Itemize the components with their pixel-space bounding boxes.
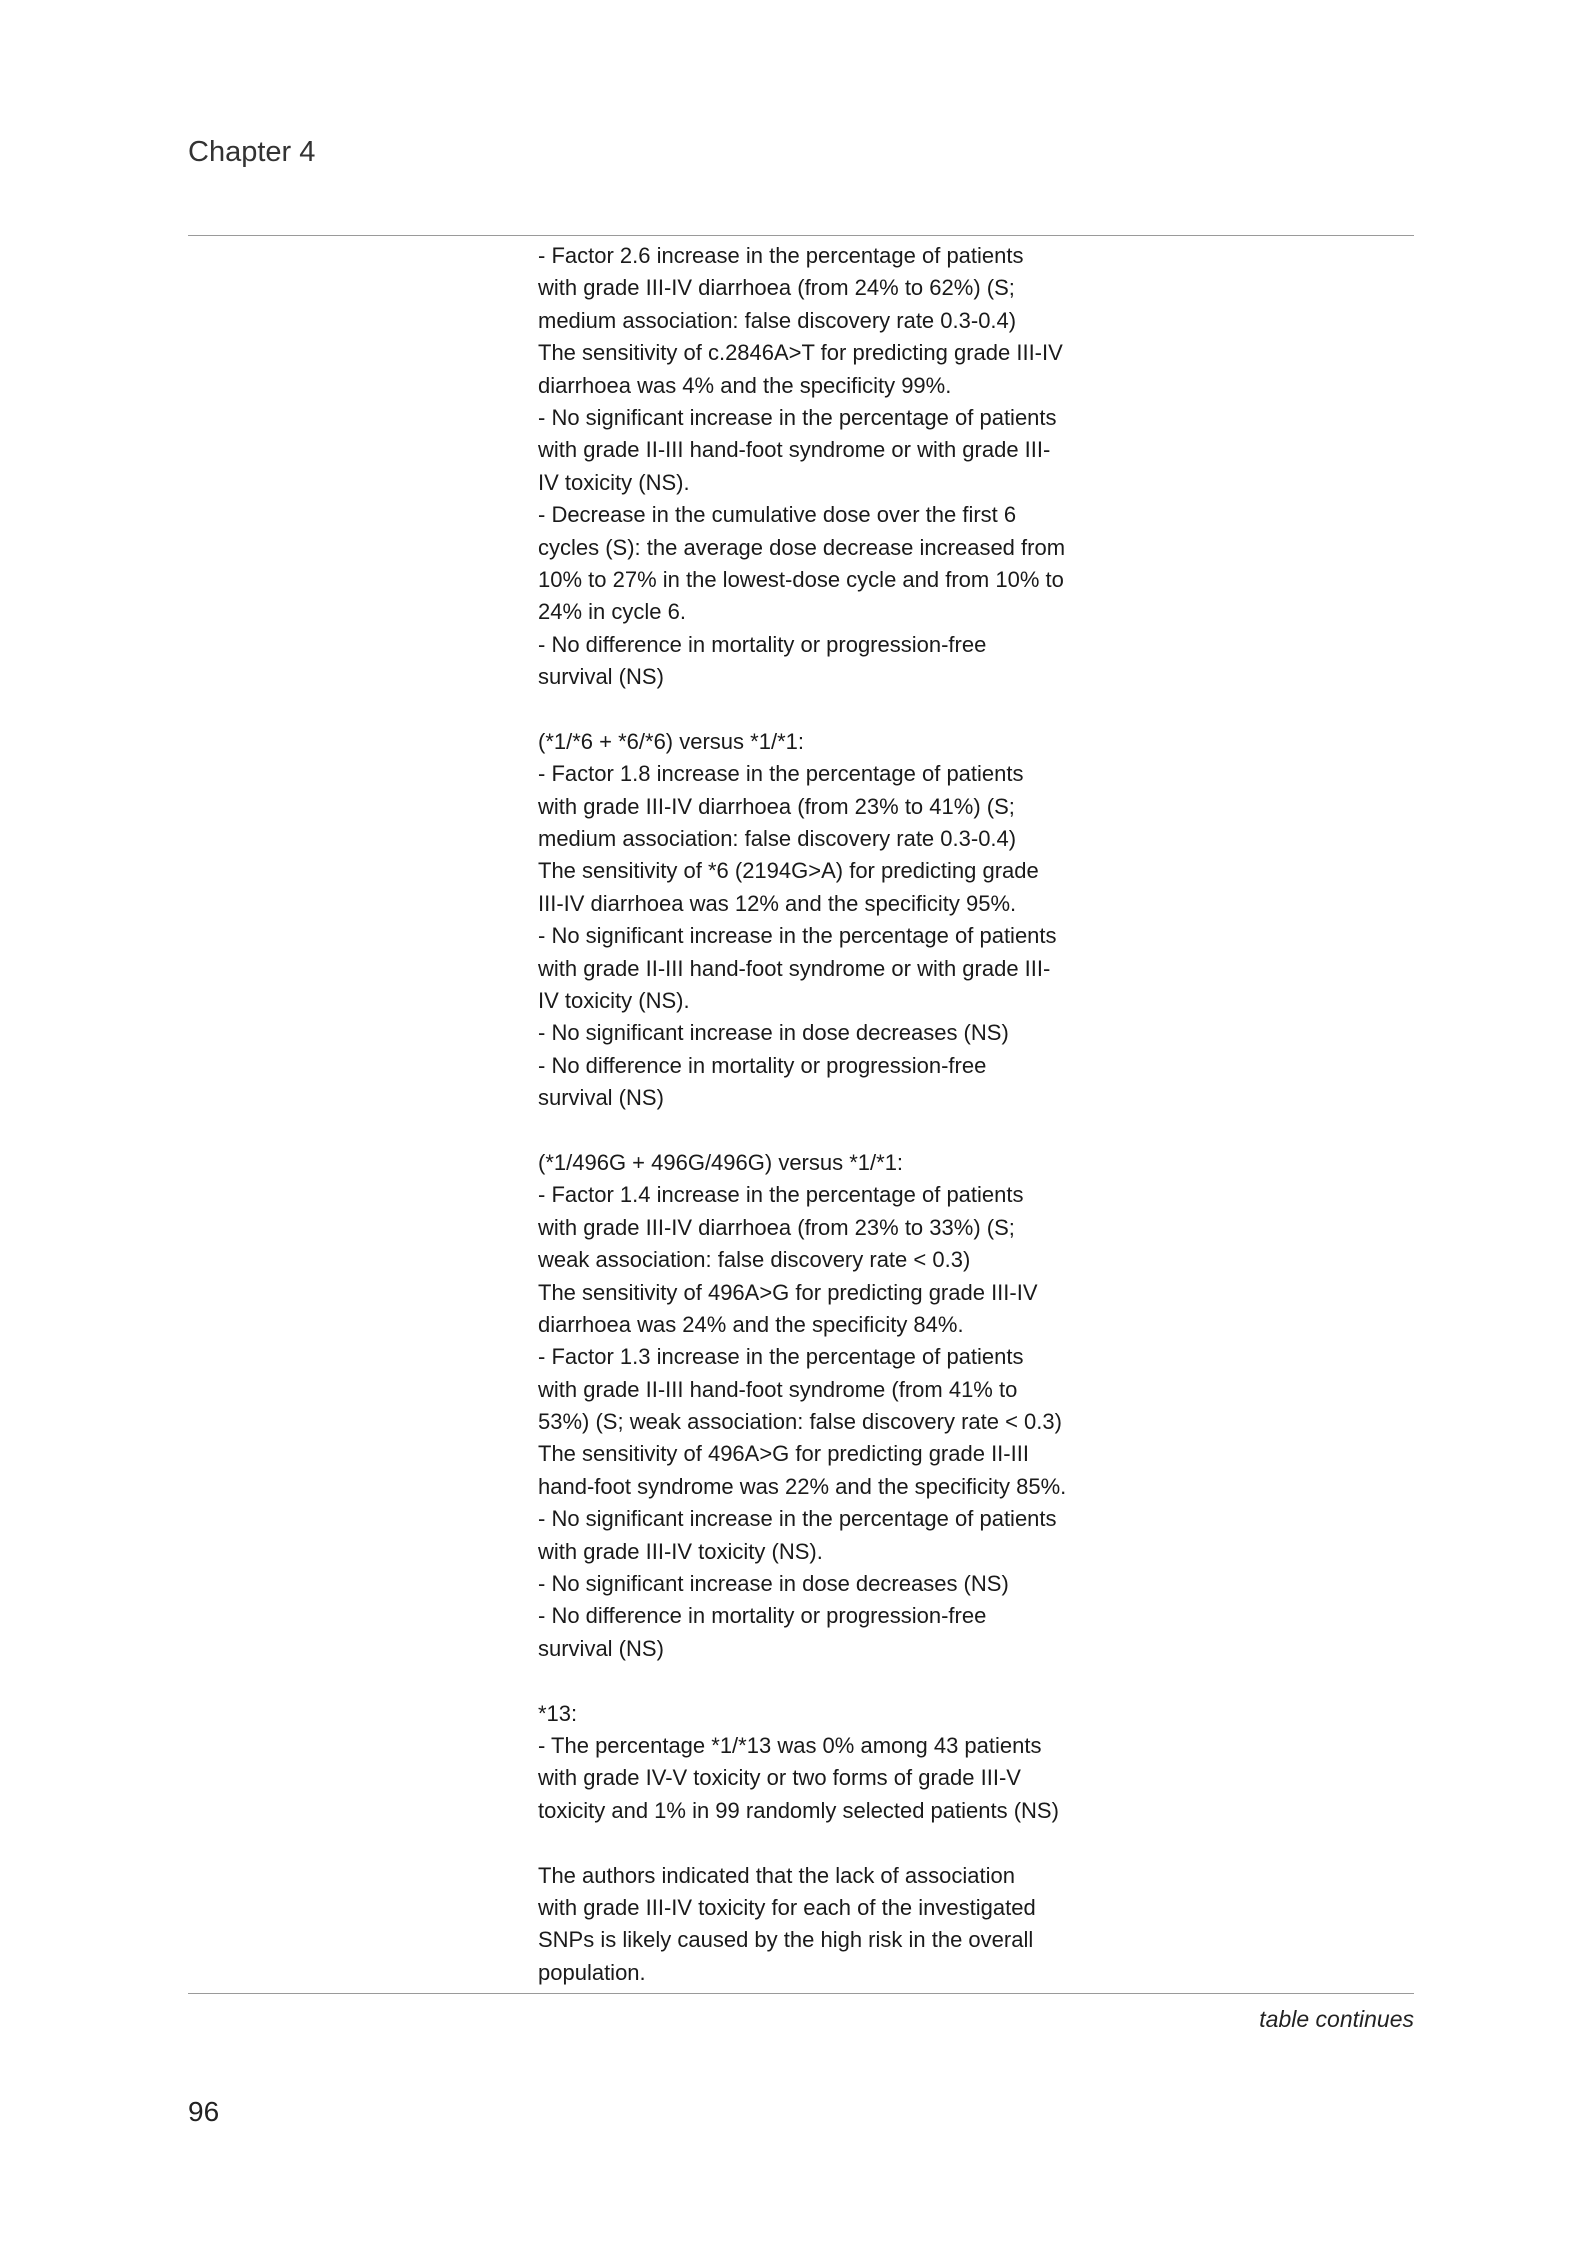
table-top-rule — [188, 235, 1414, 236]
text-line: The sensitivity of *6 (2194G>A) for predicting grade — [538, 858, 1039, 884]
text-line: IV toxicity (NS). — [538, 469, 690, 495]
text-line — [538, 1827, 1138, 1859]
text-line: 24% in cycle 6. — [538, 599, 686, 625]
text-line: - The percentage *1/*13 was 0% among 43 patients — [538, 1732, 1042, 1758]
text-line: *13: — [538, 1700, 578, 1726]
text-line: with grade II-III hand-foot syndrome or with grade III- — [538, 437, 1051, 463]
text-line: - No significant increase in the percentage of patients — [538, 923, 1057, 949]
text-line: survival (NS) — [538, 1635, 664, 1661]
text-line: (*1/496G + 496G/496G) versus *1/*1: — [538, 1149, 904, 1175]
text-line: population. — [538, 1959, 646, 1985]
text-line: The sensitivity of c.2846A>T for predicting grade III-IV — [538, 340, 1063, 366]
text-line: - No difference in mortality or progression-free — [538, 1052, 987, 1078]
table-cell-results — [538, 240, 1138, 1989]
table-continues-note: table continues — [1259, 2006, 1414, 2032]
text-line: III-IV diarrhoea was 12% and the specificity 95%. — [538, 890, 1017, 916]
text-line: 10% to 27% in the lowest-dose cycle and from 10% to — [538, 566, 1064, 592]
text-line: (*1/*6 + *6/*6) versus *1/*1: — [538, 728, 804, 754]
text-line: The sensitivity of 496A>G for predicting grade II-III — [538, 1441, 1029, 1467]
text-line — [538, 693, 1138, 725]
text-line: - Decrease in the cumulative dose over the first 6 — [538, 502, 1017, 528]
text-line: survival (NS) — [538, 1085, 664, 1111]
text-line: with grade III-IV toxicity for each of the investigated — [538, 1894, 1036, 1920]
text-line: - No significant increase in dose decreases (NS) — [538, 1020, 1009, 1046]
text-line: medium association: false discovery rate 0.3-0.4) — [538, 826, 1017, 852]
text-line: toxicity and 1% in 99 randomly selected patients (NS) — [538, 1797, 1059, 1823]
text-line: The authors indicated that the lack of association — [538, 1862, 1015, 1888]
text-line: with grade III-IV toxicity (NS). — [538, 1538, 823, 1564]
chapter-heading: Chapter 4 — [188, 136, 316, 168]
text-line: with grade II-III hand-foot syndrome (from 41% to — [538, 1376, 1018, 1402]
text-line: The sensitivity of 496A>G for predicting grade III-IV — [538, 1279, 1038, 1305]
text-line: diarrhoea was 24% and the specificity 84%. — [538, 1311, 964, 1337]
text-line: - No difference in mortality or progression-free — [538, 631, 987, 657]
text-line: weak association: false discovery rate < 0.3) — [538, 1247, 971, 1273]
text-line: - No difference in mortality or progression-free — [538, 1603, 987, 1629]
text-line: with grade III-IV diarrhoea (from 23% to 33%) (S; — [538, 1214, 1015, 1240]
text-line: with grade IV-V toxicity or two forms of grade III-V — [538, 1765, 1021, 1791]
text-line — [538, 1665, 1138, 1697]
text-line: - No significant increase in the percentage of patients — [538, 404, 1057, 430]
text-line: - No significant increase in the percentage of patients — [538, 1506, 1057, 1532]
text-line: - Factor 2.6 increase in the percentage of patients — [538, 243, 1024, 268]
text-line: with grade III-IV diarrhoea (from 24% to 62%) (S; — [538, 275, 1015, 301]
text-line: SNPs is likely caused by the high risk in the overall — [538, 1927, 1034, 1953]
text-line — [538, 1115, 1138, 1147]
text-line: - No significant increase in dose decreases (NS) — [538, 1571, 1009, 1597]
text-line: 53%) (S; weak association: false discovery rate < 0.3) — [538, 1409, 1062, 1435]
text-line: survival (NS) — [538, 664, 664, 690]
text-line: - Factor 1.8 increase in the percentage of patients — [538, 761, 1024, 787]
text-line: hand-foot syndrome was 22% and the specificity 85%. — [538, 1473, 1067, 1499]
text-line: diarrhoea was 4% and the specificity 99%. — [538, 372, 952, 398]
page-number: 96 — [188, 2096, 220, 2127]
text-line: with grade III-IV diarrhoea (from 23% to 41%) (S; — [538, 793, 1015, 819]
text-line: cycles (S): the average dose decrease increased from — [538, 534, 1066, 560]
text-line: - Factor 1.3 increase in the percentage of patients — [538, 1344, 1024, 1370]
table-bottom-rule — [188, 1993, 1414, 1994]
text-line: medium association: false discovery rate 0.3-0.4) — [538, 307, 1017, 333]
text-line: - Factor 1.4 increase in the percentage of patients — [538, 1182, 1024, 1208]
text-line: with grade II-III hand-foot syndrome or with grade III- — [538, 955, 1051, 981]
text-line: IV toxicity (NS). — [538, 987, 690, 1013]
